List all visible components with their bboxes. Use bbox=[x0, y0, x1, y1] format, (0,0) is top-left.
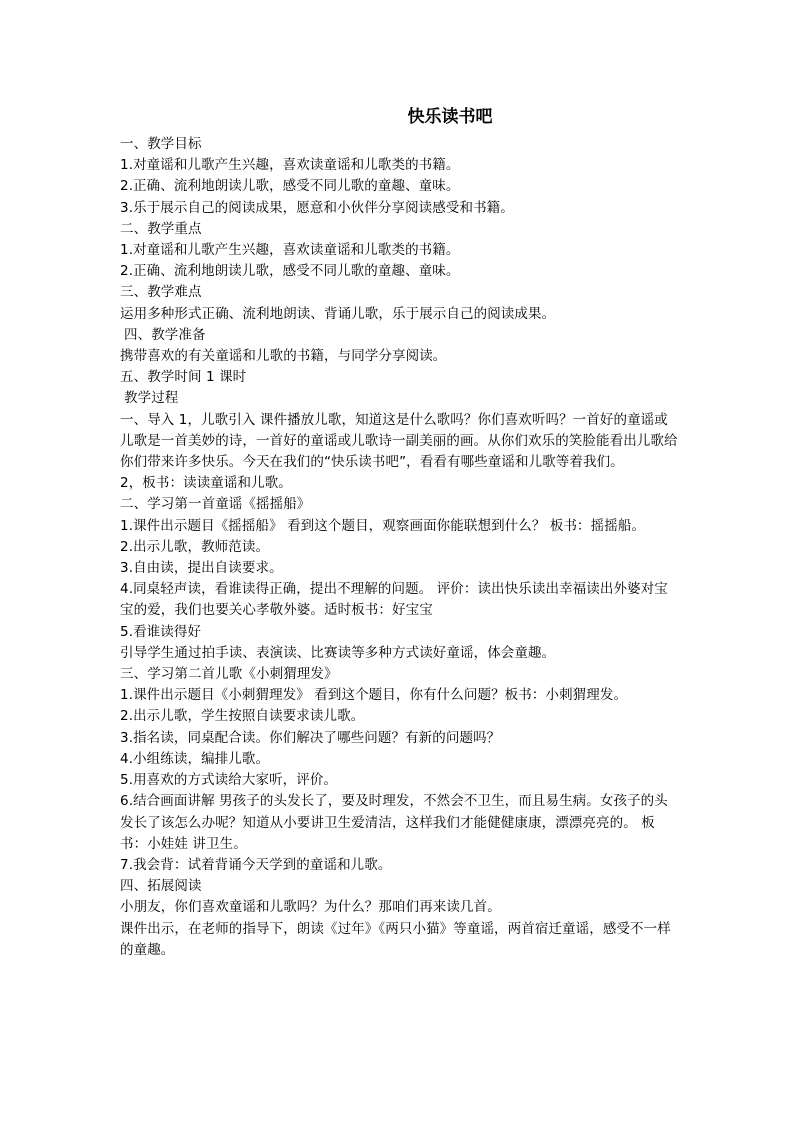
paragraph: 4.小组练读，编排儿歌。 bbox=[120, 750, 270, 767]
section-heading: 三、学习第二首儿歌《小刺猬理发》 bbox=[120, 666, 338, 683]
paragraph: 3.指名读，同桌配合读。你们解决了哪些问题？有新的问题吗？ bbox=[120, 729, 501, 746]
paragraph: 4.同桌轻声读，看谁读得正确，提出不理解的问题。 评价：读出快乐读出幸福读出外婆对宝宝的爱，我们也要关心孝敬外婆。适时板书：好宝宝 bbox=[120, 581, 668, 619]
paragraph: 6.结合画面讲解 男孩子的头发长了，要及时理发，不然会不卫生，而且易生病。女孩子的头发长了该怎么办呢？知道从小要讲卫生爱清洁，这样我们才能健健康康，漂漂亮亮的。 板书：小娃娃 讲卫生。 bbox=[120, 793, 668, 852]
paragraph: 2.正确、流利地朗读儿歌，感受不同儿歌的童趣、童味。 bbox=[120, 178, 460, 195]
paragraph: 5.用喜欢的方式读给大家听，评价。 bbox=[120, 772, 338, 789]
paragraph: 课件出示，在老师的指导下，朗读《过年》《两只小猫》等童谣，两首宿迁童谣，感受不一样的童趣。 bbox=[120, 920, 671, 958]
paragraph: 1.课件出示题目《摇摇船》 看到这个题目，观察画面你能联想到什么？ 板书：摇摇船。 bbox=[120, 517, 646, 534]
section-heading: 四、拓展阅读 bbox=[120, 878, 202, 895]
section-heading: 一、教学目标 bbox=[120, 136, 202, 152]
paragraph: 1.对童谣和儿歌产生兴趣，喜欢读童谣和儿歌类的书籍。 bbox=[120, 242, 460, 259]
section-heading: 五、教学时间 1 课时 bbox=[120, 369, 247, 386]
paragraph: 7.我会背：试着背诵今天学到的童谣和儿歌。 bbox=[120, 856, 392, 873]
paragraph: 1.对童谣和儿歌产生兴趣，喜欢读童谣和儿歌类的书籍。 bbox=[120, 157, 460, 174]
paragraph: 2.出示儿歌，教师范读。 bbox=[120, 538, 270, 555]
document-page bbox=[120, 104, 680, 961]
document-title: 快乐读书吧 bbox=[407, 107, 493, 127]
section-heading: 三、教学难点 bbox=[120, 284, 202, 301]
paragraph: 2，板书：读读童谣和儿歌。 bbox=[120, 475, 292, 492]
paragraph: 一、导入 1，儿歌引入 课件播放儿歌，知道这是什么歌吗？你们喜欢听吗？一首好的童谣或儿歌是一首美妙的诗，一首好的童谣或儿歌诗一副美丽的画。从你们欢乐的笑脸能看出儿歌给你们带来许多快乐。今天在我们的“快乐读书吧”，看看有哪些童谣和儿歌等着我们。 bbox=[120, 411, 678, 471]
paragraph: 1.课件出示题目《小刺猬理发》 看到这个题目，你有什么问题？板书：小刺猬理发。 bbox=[120, 687, 628, 704]
paragraph: 2.正确、流利地朗读儿歌，感受不同儿歌的童趣、童味。 bbox=[120, 263, 460, 280]
document-body bbox=[120, 134, 680, 961]
paragraph: 运用多种形式正确、流利地朗读、背诵儿歌，乐于展示自己的阅读成果。 bbox=[120, 305, 556, 322]
paragraph: 小朋友，你们喜欢童谣和儿歌吗？为什么？那咱们再来读几首。 bbox=[120, 899, 501, 916]
section-heading: 二、教学重点 bbox=[120, 220, 202, 237]
section-heading: 四、教学准备 bbox=[124, 326, 206, 343]
paragraph: 2.出示儿歌，学生按照自读要求读儿歌。 bbox=[120, 708, 365, 725]
paragraph: 引导学生通过拍手读、表演读、比赛读等多种方式读好童谣，体会童趣。 bbox=[120, 644, 556, 661]
paragraph: 3.自由读，提出自读要求。 bbox=[120, 560, 283, 577]
paragraph: 5.看谁读得好 bbox=[120, 623, 202, 640]
paragraph: 携带喜欢的有关童谣和儿歌的书籍，与同学分享阅读。 bbox=[120, 348, 447, 365]
section-heading: 教学过程 bbox=[124, 390, 179, 407]
section-heading: 二、学习第一首童谣《摇摇船》 bbox=[120, 496, 311, 513]
paragraph: 3.乐于展示自己的阅读成果，愿意和小伙伴分享阅读感受和书籍。 bbox=[120, 199, 514, 216]
